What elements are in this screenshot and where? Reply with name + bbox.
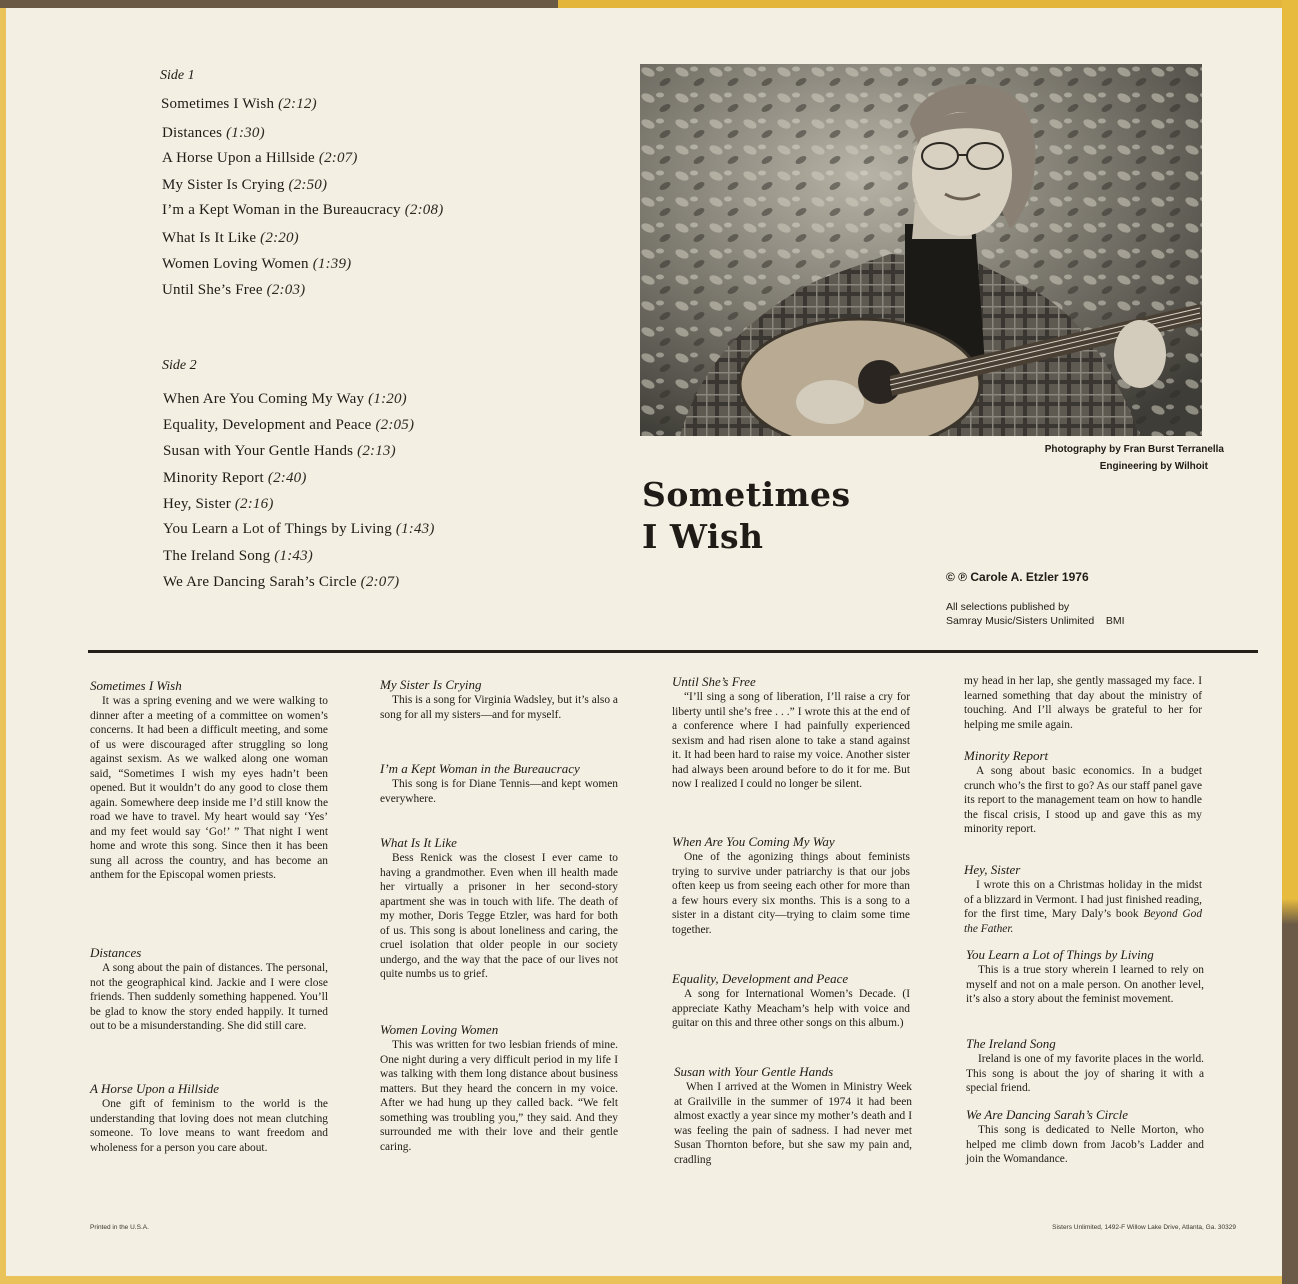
artist-photo xyxy=(640,64,1202,436)
note-title: We Are Dancing Sarah’s Circle xyxy=(966,1107,1129,1122)
note-text: A song about the pain of distances. The personal, not the geographical kind. Jackie and I were close friends. Then suddenly something happened. You’ll be glad to know the story ended happily. It turned out to be a misunderstanding. She did still care. xyxy=(90,962,328,1032)
note-text: Ireland is one of my favorite places in the world. This song is about the joy of sharing it with a special friend. xyxy=(966,1053,1204,1094)
note-equality xyxy=(672,971,910,1031)
note-sarahs-circle xyxy=(966,1107,1204,1167)
note-title: Women Loving Women xyxy=(380,1022,499,1037)
side2-track-5: Hey, Sister (2:16) xyxy=(163,496,274,512)
note-text: This song is dedicated to Nelle Morton, who helped me climb down from Jacob’s Ladder and join the Womandance. xyxy=(966,1124,1204,1165)
note-text: This was written for two lesbian friends of mine. One night during a very difficult period in my life I was talking with them long distance about business matters. But they heard the concern in my voice. After we had hung up they called back. “We felt something was troubling you,” they said. And they surrounded me with their love and their gentle caring. xyxy=(380,1039,618,1153)
note-title: Susan with Your Gentle Hands xyxy=(674,1064,834,1079)
note-title: Hey, Sister xyxy=(964,862,1021,877)
note-text: Bess Renick was the closest I ever came to having a grandmother. Even when ill health made her virtually a prisoner in her second-story apartment she was in touch with life. The death of my mother, Doris Tegge Etzler, was hard for both of us. This song is about loneliness and caring, the cruel isolation that older people in our society undergo, and the way that the pace of our lives not quite numbs us to grief. xyxy=(380,852,618,980)
note-distances xyxy=(90,945,328,1034)
side1-track-3: A Horse Upon a Hillside (2:07) xyxy=(162,150,358,166)
publisher-line2: Samray Music/Sisters Unlimited BMI xyxy=(946,615,1125,627)
note-title: What Is It Like xyxy=(380,835,457,850)
side2-track-1: When Are You Coming My Way (1:20) xyxy=(163,391,407,407)
book-title: Beyond God the Father. xyxy=(964,908,1203,935)
note-title: The Ireland Song xyxy=(966,1036,1056,1051)
side1-track-4: My Sister Is Crying (2:50) xyxy=(162,177,328,193)
note-title: A Horse Upon a Hillside xyxy=(90,1081,220,1096)
publisher-line1: All selections published by xyxy=(946,601,1070,613)
engineering-credit: Engineering by Wilhoit xyxy=(1099,461,1208,472)
note-ireland-song xyxy=(966,1036,1204,1096)
side1-label: Side 1 xyxy=(160,68,195,83)
note-when-are-you-coming xyxy=(672,834,910,937)
note-title: You Learn a Lot of Things by Living xyxy=(966,947,1154,962)
album-back-cover xyxy=(6,8,1282,1276)
note-title: Distances xyxy=(90,945,142,960)
note-susan-continued xyxy=(964,674,1202,732)
note-title: Sometimes I Wish xyxy=(90,678,182,693)
album-title xyxy=(642,474,851,558)
sleeve-top-edge xyxy=(0,0,1298,8)
note-title: Until She’s Free xyxy=(672,674,756,689)
side1-track-1: Sometimes I Wish (2:12) xyxy=(161,96,317,112)
note-sometimes-i-wish xyxy=(90,678,328,883)
note-text: This is a song for Virginia Wadsley, but it’s also a song for all my sisters—and for myself. xyxy=(380,694,618,721)
printed-notice: Printed in the U.S.A. xyxy=(90,1224,149,1231)
note-text: my head in her lap, she gently massaged my face. I learned something that day about the ministry of touching. And I’ll always be grateful to her for helping me smile again. xyxy=(964,675,1202,731)
divider-rule xyxy=(88,650,1258,653)
side2-track-2: Equality, Development and Peace (2:05) xyxy=(163,417,415,433)
side2-track-7: The Ireland Song (1:43) xyxy=(163,548,313,564)
note-horse-upon-a-hillside xyxy=(90,1081,328,1155)
note-text: A song for International Women’s Decade. (I appreciate Kathy Meacham’s help with voice and guitar on this and three other songs on this album.) xyxy=(672,988,910,1029)
sleeve-right-edge xyxy=(1282,0,1298,1284)
note-text: “I’ll sing a song of liberation, I’ll raise a cry for liberty until she’s free . . .” I wrote this at the end of a conference where I had painfully experienced sexism and had risen alone to take a stand against it. It had been hard to raise my voice. Another sister had always been around before to do it for me. But now I realized I could no longer be silent. xyxy=(672,691,910,790)
publisher-notice xyxy=(946,600,1125,628)
note-text: When I arrived at the Women in Ministry Week at Grailville in the summer of 1974 it had been almost exactly a year since my mother’s death and I was feeling the pain of sadness. I had never met Susan Thornton before, but she saw my pain and, cradling xyxy=(674,1081,912,1166)
side1-track-2: Distances (1:30) xyxy=(162,125,265,141)
copyright-notice: © ℗ Carole A. Etzler 1976 xyxy=(946,570,1089,584)
photography-credit: Photography by Fran Burst Terranella xyxy=(1044,444,1224,455)
album-title-line2: I Wish xyxy=(642,517,764,556)
side2-track-8: We Are Dancing Sarah’s Circle (2:07) xyxy=(163,574,400,590)
note-text: A song about basic economics. In a budget crunch who’s the first to go? As our staff panel gave its report to the management team on how to handle the fiscal crisis, I stood up and gave this as my minority report. xyxy=(964,765,1202,835)
note-kept-woman xyxy=(380,761,618,806)
side1-track-6: What Is It Like (2:20) xyxy=(162,230,299,246)
side2-track-3: Susan with Your Gentle Hands (2:13) xyxy=(163,443,396,459)
label-address: Sisters Unlimited, 1492-F Willow Lake Drive, Atlanta, Ga. 30329 xyxy=(1052,1224,1236,1231)
note-until-shes-free xyxy=(672,674,910,792)
album-title-line1: Sometimes xyxy=(642,475,851,514)
note-title: Minority Report xyxy=(964,748,1049,763)
note-text: One gift of feminism to the world is the understanding that loving does not mean clutching someone. To love means to want freedom and wholeness for a person you care about. xyxy=(90,1098,328,1154)
side1-track-7: Women Loving Women (1:39) xyxy=(162,256,352,272)
note-my-sister-is-crying xyxy=(380,677,618,722)
note-title: Equality, Development and Peace xyxy=(672,971,849,986)
side1-track-8: Until She’s Free (2:03) xyxy=(162,282,306,298)
note-title: My Sister Is Crying xyxy=(380,677,482,692)
note-you-learn xyxy=(966,947,1204,1007)
note-what-is-it-like xyxy=(380,835,618,982)
note-minority-report xyxy=(964,748,1202,837)
note-susan-gentle-hands xyxy=(674,1064,912,1167)
note-title: When Are You Coming My Way xyxy=(672,834,835,849)
note-text: This song is for Diane Tennis—and kept women everywhere. xyxy=(380,778,618,805)
note-text-part: I wrote this on a Christmas holiday in the midst of a blizzard in Vermont. I had just finished reading, for the first time, Mary Daly’s book xyxy=(964,879,1202,920)
note-title: I’m a Kept Woman in the Bureaucracy xyxy=(380,761,580,776)
note-text xyxy=(964,878,1202,936)
side2-track-4: Minority Report (2:40) xyxy=(163,470,307,486)
side2-track-6: You Learn a Lot of Things by Living (1:43) xyxy=(163,521,435,537)
note-hey-sister xyxy=(964,862,1202,936)
note-text: One of the agonizing things about feminists trying to survive under patriarchy is that our jobs often keep us from seeing each other for more than a few hours every six months. This is a song to a sister in a distant city—trying to claim some time together. xyxy=(672,851,910,936)
note-text: This is a true story wherein I learned to rely on myself and not on a male person. On another level, it’s also a story about the feminist movement. xyxy=(966,964,1204,1005)
note-women-loving-women xyxy=(380,1022,618,1154)
side2-label: Side 2 xyxy=(162,358,197,373)
side1-track-5: I’m a Kept Woman in the Bureaucracy (2:08) xyxy=(162,202,444,218)
photo-illustration xyxy=(640,64,1202,436)
note-text: It was a spring evening and we were walking to dinner after a meeting of a committee on women’s concerns. It had been a difficult meeting, and some of us were discouraged after struggling so long against sexism. As we walked along one woman said, “Sometimes I wish my eyes hadn’t been opened. But it wouldn’t do any good to close them again. Somewhere deep inside me I’d still know the road we have to travel. My heart would say ‘Yes’ and my feet would say ‘Go!’ ” That night I went home and wrote this song. Since then it has been sung all across the country, and has become an anthem for the Episcopal women priests. xyxy=(90,695,328,881)
